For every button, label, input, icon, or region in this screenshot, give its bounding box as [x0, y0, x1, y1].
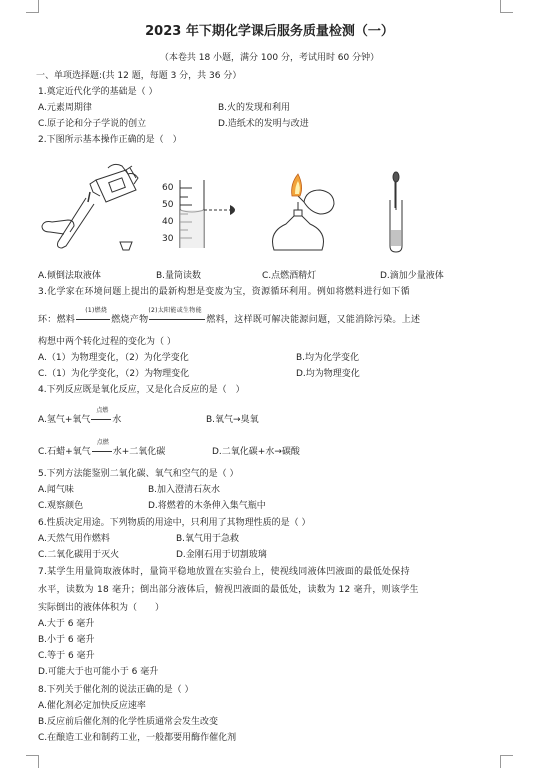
question-7-line-1: 7.某学生用量筒取液体时，量筒平稳地放置在实验台上，使视线同液体凹液面的最低处保持 [38, 567, 410, 577]
q3-option-a: A.（1）为物理变化，（2）为化学变化 [38, 353, 189, 363]
question-1-stem: 1.奠定近代化学的基础是（ ） [38, 87, 158, 97]
cylinder-tick-label: 50 [162, 200, 174, 210]
page-corner-mark [26, 0, 39, 13]
q6-option-d: D.金刚石用于切割玻璃 [176, 550, 267, 560]
question-3-line-3: 构想中两个转化过程的变化为（ ） [38, 337, 176, 347]
q3-text: 燃料，这样既可解决能源问题，又能消除污染。上述 [206, 315, 421, 325]
page-title: 2023 年下期化学课后服务质量检测（一） [145, 24, 394, 39]
page-corner-mark [500, 0, 513, 13]
section-heading: 一、单项选择题:(共 12 题，每题 3 分，共 36 分） [36, 71, 242, 81]
q2-option-b: B.量筒读数 [156, 271, 202, 281]
q3-text: 燃烧产物 [111, 315, 149, 325]
q1-option-b: B.火的发现和利用 [218, 103, 291, 113]
question-4-stem: 4.下列反应既是氧化反应，又是化合反应的是（ ） [38, 385, 245, 395]
q3-arrow-1 [75, 307, 111, 326]
q4-a-product: 水 [112, 415, 122, 425]
q7-option-d: D.可能大于也可能小于 6 毫升 [38, 667, 159, 677]
cylinder-tick-label: 60 [162, 183, 174, 193]
q4-a-condition: 点燃 [96, 407, 109, 414]
q7-option-b: B.小于 6 毫升 [38, 635, 95, 645]
q4-a-arrow [90, 407, 112, 426]
question-7-line-3: 实际倒出的液体体积为（ ） [38, 603, 165, 613]
q4-a-reactants: A.氢气+氧气 [38, 415, 91, 425]
q2-option-a: A.倾倒法取液体 [38, 271, 101, 281]
question-6-stem: 6.性质决定用途。下列物质的用途中，只利用了其物理性质的是（ ） [38, 518, 311, 528]
q4-c-products: 水+二氧化碳 [112, 447, 166, 457]
q7-option-c: C.等于 6 毫升 [38, 651, 95, 661]
graduated-cylinder-figure [160, 180, 250, 250]
page-subtitle: （本卷共 18 小题，满分 100 分，考试用时 60 分钟） [159, 53, 380, 63]
q3-arrow-2 [148, 307, 206, 326]
question-3-line-2 [38, 307, 421, 326]
q6-option-b: B.氧气用于急救 [176, 534, 240, 544]
q3-condition-1: (1)燃烧 [85, 307, 108, 314]
q1-option-c: C.原子论和分子学说的创立 [38, 119, 147, 129]
q2-option-c: C.点燃酒精灯 [262, 271, 317, 281]
pouring-liquid-figure [38, 162, 148, 257]
page-corner-mark [26, 755, 39, 768]
q5-option-d: D.将燃着的木条伸入集气瓶中 [148, 501, 266, 511]
q3-option-c: C.（1）为化学变化，（2）为物理变化 [38, 369, 190, 379]
q3-option-d: D.均为物理变化 [296, 369, 360, 379]
q4-option-d: D.二氧化碳+水→碳酸 [212, 447, 300, 457]
q7-option-a: A.大于 6 毫升 [38, 619, 95, 629]
q8-option-c: C.在酿造工业和制药工业，一般都要用酶作催化剂 [38, 733, 237, 743]
q3-option-b: B.均为化学变化 [296, 353, 360, 363]
question-8-stem: 8.下列关于催化剂的说法正确的是（ ） [38, 685, 194, 695]
question-7-line-2: 水平，读数为 18 毫升；倒出部分液体后，俯视凹液面的最低处，读数为 12 毫升，则该学生 [38, 585, 419, 595]
q4-option-b: B.氧气→臭氧 [206, 415, 259, 425]
q8-option-b: B.反应前后催化剂的化学性质通常会发生改变 [38, 717, 219, 727]
q5-option-c: C.观察颜色 [38, 501, 84, 511]
q4-c-arrow [91, 439, 113, 458]
cylinder-tick-label: 40 [162, 217, 174, 227]
q1-option-d: D.造纸术的发明与改进 [218, 119, 309, 129]
q3-condition-2: (2)太阳能或生物能 [148, 307, 202, 314]
q3-text: 环：燃料 [38, 315, 76, 325]
q1-option-a: A.元素周期律 [38, 103, 92, 113]
question-5-stem: 5.下列方法能鉴别二氧化碳、氧气和空气的是（ ） [38, 469, 239, 479]
q6-option-a: A.天然气用作燃料 [38, 534, 110, 544]
question-3-line-1: 3.化学家在环境问题上提出的最新构想是变废为宝，资源循环利用。例如将燃料进行如下循 [38, 287, 410, 297]
q5-option-a: A.闻气味 [38, 485, 74, 495]
alcohol-lamp-figure [268, 172, 348, 257]
q4-option-a [38, 407, 122, 426]
page-corner-mark [500, 755, 513, 768]
dropper-figure [380, 170, 420, 255]
q4-c-condition: 点燃 [96, 439, 109, 446]
cylinder-tick-label: 30 [162, 234, 174, 244]
question-2-stem: 2.下图所示基本操作正确的是（ ） [38, 135, 182, 145]
q6-option-c: C.二氧化碳用于灭火 [38, 550, 120, 560]
q5-option-b: B.加入澄清石灰水 [148, 485, 221, 495]
q2-option-d: D.滴加少量液体 [380, 271, 444, 281]
q4-c-reactants: C.石蜡+氧气 [38, 447, 91, 457]
q8-option-a: A.催化剂必定加快反应速率 [38, 701, 146, 711]
q4-option-c [38, 439, 166, 458]
